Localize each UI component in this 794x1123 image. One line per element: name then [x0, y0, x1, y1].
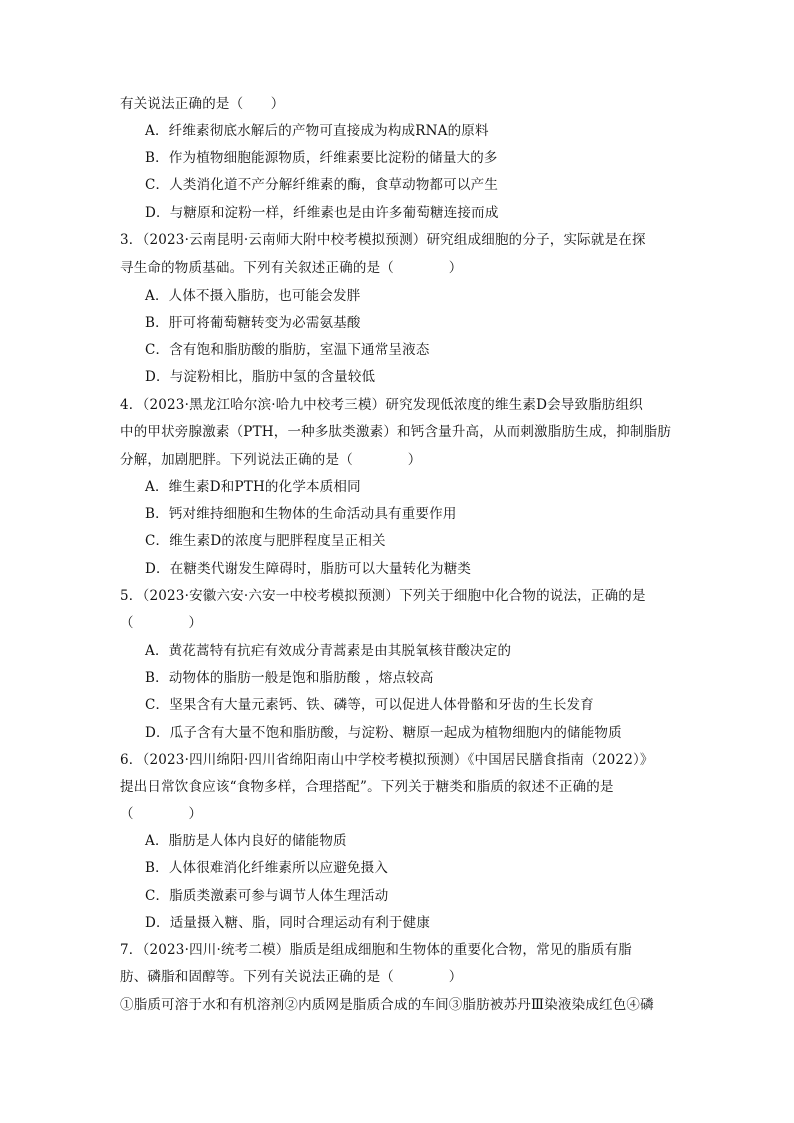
q4-option-c: C．维生素D的浓度与肥胖程度呈正相关 [145, 533, 386, 549]
q5-option-a: A．黄花蒿特有抗疟有效成分青蒿素是由其脱氧核苷酸决定的 [145, 643, 512, 659]
question-3-stem: 3．（2023·云南昆明·云南师大附中校考模拟预测）研究组成细胞的分子，实际就是在探 [120, 232, 646, 248]
question-7-stem: 7．（2023·四川·统考二模）脂质是组成细胞和生物体的重要化合物，常见的脂质有脂 [120, 942, 632, 958]
q2-option-b: B．作为植物细胞能源物质，纤维素要比淀粉的储量大的多 [145, 150, 498, 166]
q6-option-b: B．人体很难消化纤维素所以应避免摄入 [145, 860, 389, 876]
question-3-stem-cont: 寻生命的物质基础。下列有关叙述正确的是（ ） [120, 260, 463, 276]
q3-option-d: D．与淀粉相比，脂肪中氢的含量较低 [145, 369, 376, 385]
q2-option-c: C．人类消化道不产分解纤维素的酶，食草动物都可以产生 [145, 177, 499, 193]
q3-option-b: B．肝可将葡萄糖转变为必需氨基酸 [145, 315, 361, 331]
q3-option-a: A．人体不摄入脂肪，也可能会发胖 [145, 288, 361, 304]
question-7-stem-cont: 肪、磷脂和固醇等。下列有关说法正确的是（ ） [120, 969, 463, 985]
q5-option-d: D．瓜子含有大量不饱和脂肪酸，与淀粉、糖原一起成为植物细胞内的储能物质 [145, 725, 622, 741]
question-4-stem: 4．（2023·黑龙江哈尔滨·哈九中校考三模）研究发现低浓度的维生素D会导致脂肪组织 [120, 397, 644, 413]
question-5-stem: 5．（2023·安徽六安·六安一中校考模拟预测）下列关于细胞中化合物的说法，正确的是 [120, 588, 646, 604]
q3-option-c: C．含有饱和脂肪酸的脂肪，室温下通常呈液态 [145, 342, 430, 358]
question-7-statements: ①脂质可溶于水和有机溶剂②内质网是脂质合成的车间③脂肪被苏丹Ⅲ染液染成红色④磷 [120, 997, 654, 1013]
q4-option-b: B．钙对维持细胞和生物体的生命活动具有重要作用 [145, 506, 457, 522]
question-6-stem: 6．（2023·四川绵阳·四川省绵阳南山中学校考模拟预测）《中国居民膳食指南（2022）》 [120, 752, 654, 768]
question-4-stem-cont-2: 分解，加剧肥胖。下列说法正确的是（ ） [120, 452, 422, 468]
question-5-stem-cont: （ ） [120, 615, 203, 631]
q6-option-c: C．脂质类激素可参与调节人体生理活动 [145, 888, 389, 904]
q2-option-d: D．与糖原和淀粉一样，纤维素也是由许多葡萄糖连接而成 [145, 205, 499, 221]
q6-option-a: A．脂肪是人体内良好的储能物质 [145, 833, 347, 849]
question-6-stem-cont: 提出日常饮食应该“食物多样，合理搭配”。下列关于糖类和脂质的叙述不正确的是 [120, 779, 614, 795]
q5-option-c: C．坚果含有大量元素钙、铁、磷等，可以促进人体骨骼和牙齿的生长发育 [145, 697, 594, 713]
question-2-stem-tail: 有关说法正确的是（ ） [120, 96, 285, 112]
q6-option-d: D．适量摄入糖、脂，同时合理运动有利于健康 [145, 915, 431, 931]
question-4-stem-cont: 中的甲状旁腺激素（PTH，一种多肽类激素）和钙含量升高，从而刺激脂肪生成，抑制脂肪 [120, 424, 672, 440]
q4-option-d: D．在糖类代谢发生障碍时，脂肪可以大量转化为糖类 [145, 561, 472, 577]
q2-option-a: A．纤维素彻底水解后的产物可直接成为构成RNA的原料 [145, 123, 489, 139]
q5-option-b: B．动物体的脂肪一般是饱和脂肪酸 ，熔点较高 [145, 670, 434, 686]
question-6-stem-cont-2: （ ） [120, 806, 203, 822]
q4-option-a: A．维生素D和PTH的化学本质相同 [145, 479, 361, 495]
